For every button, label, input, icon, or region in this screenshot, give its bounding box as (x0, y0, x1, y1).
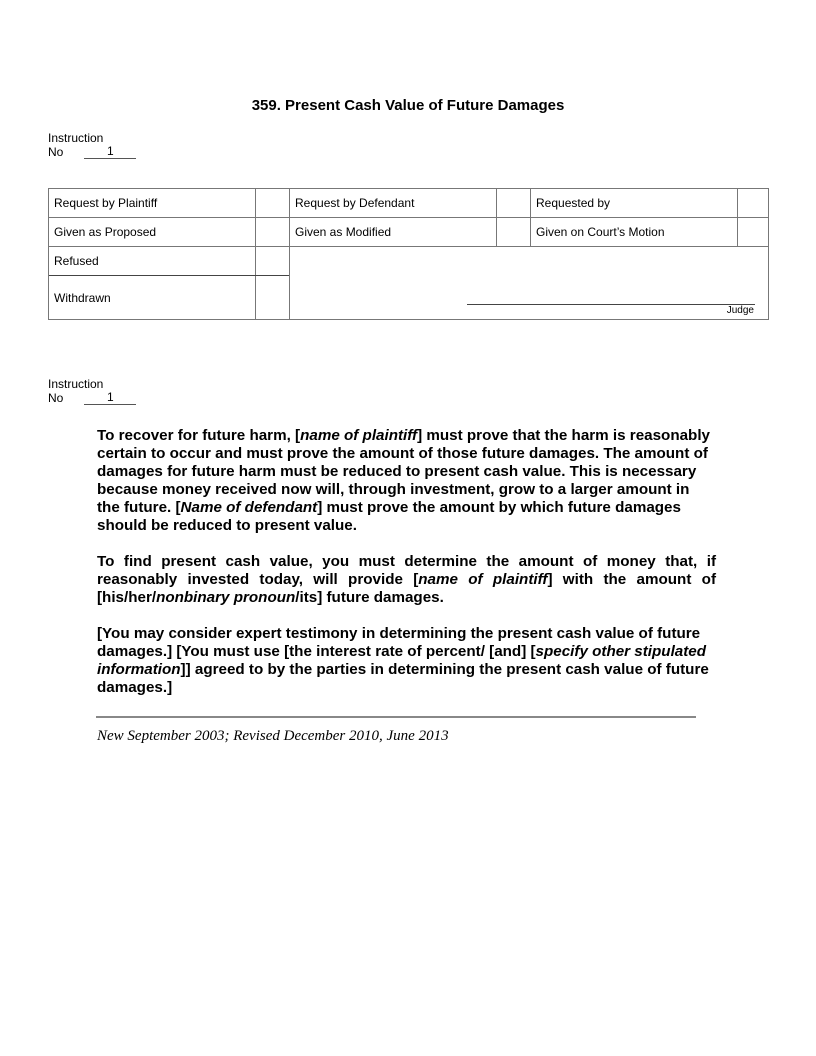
label-given-as-modified: Given as Modified (295, 225, 392, 239)
label-given-on-courts-motion: Given on Court’s Motion (536, 225, 665, 239)
page-title: 359. Present Cash Value of Future Damages (251, 97, 565, 114)
text: ]] agreed to by the parties in determining the present cash value of future damages.] (97, 661, 709, 696)
placeholder-text: Name of defendant (180, 499, 318, 516)
placeholder-text: name of plaintiff (418, 571, 548, 588)
paragraph-2 (97, 553, 716, 607)
text: [You may consider expert testimony in determining the present cash value of future damages.] [You must use [the interest rate of percent/ [and] [ (97, 625, 701, 660)
checkbox-withdrawn[interactable] (256, 276, 289, 320)
paragraph-3 (97, 625, 716, 697)
text: ] with the amount of [his/her/ (97, 571, 717, 606)
label-requested-by: Requested by (536, 196, 611, 210)
revision-history: New September 2003; Revised December 2010, June 2013 (97, 728, 449, 744)
text: To recover for future harm, [ (97, 427, 301, 444)
checkbox-given-on-courts-motion[interactable] (738, 218, 769, 246)
paragraph-1 (97, 427, 716, 535)
checkbox-refused[interactable] (256, 247, 289, 275)
checkbox-request-by-plaintiff[interactable] (256, 189, 289, 217)
placeholder-text: name of plaintiff (300, 427, 418, 444)
text: /its] future damages. (295, 589, 444, 606)
label-request-by-defendant: Request by Defendant (295, 196, 415, 210)
instruction-number: 1 (84, 145, 136, 159)
instruction-number: 1 (84, 391, 136, 405)
instruction-number-block (48, 377, 136, 405)
label-request-by-plaintiff: Request by Plaintiff (54, 196, 158, 210)
instruction-label: Instruction (48, 131, 104, 145)
text: ] must prove the amount by which future damages should be reduced to present value. (97, 499, 681, 534)
horizontal-rule (96, 716, 696, 718)
instruction-label: Instruction (48, 377, 104, 391)
text: ] must prove that the harm is reasonably certain to occur and must prove the amount of those future damages. The amount of damages for future harm must be reduced to present cash value. This is necessary because money received now will, through investment, grow to a larger amount in the future. [ (97, 427, 710, 516)
placeholder-text: specify other stipulated information (97, 643, 707, 678)
instruction-body (97, 427, 716, 545)
text: To find present cash value, you must determine the amount of money that, if reasonably invested today, will provide [ (97, 553, 716, 588)
label-given-as-proposed: Given as Proposed (54, 225, 157, 239)
judge-signature-line[interactable] (467, 304, 755, 305)
label-refused: Refused (54, 254, 99, 268)
checkbox-given-as-modified[interactable] (497, 218, 530, 246)
judge-label: Judge (726, 305, 754, 316)
label-withdrawn: Withdrawn (54, 291, 111, 305)
instruction-body (97, 625, 716, 707)
no-label: No (48, 145, 64, 159)
checkbox-given-as-proposed[interactable] (256, 218, 289, 246)
no-label: No (48, 391, 64, 405)
checkbox-request-by-defendant[interactable] (497, 189, 530, 217)
placeholder-text: nonbinary pronoun (156, 589, 296, 606)
checkbox-requested-by[interactable] (738, 189, 769, 217)
instruction-number-block (48, 131, 136, 159)
instruction-body (97, 553, 716, 617)
instruction-disposition-table (48, 188, 769, 320)
